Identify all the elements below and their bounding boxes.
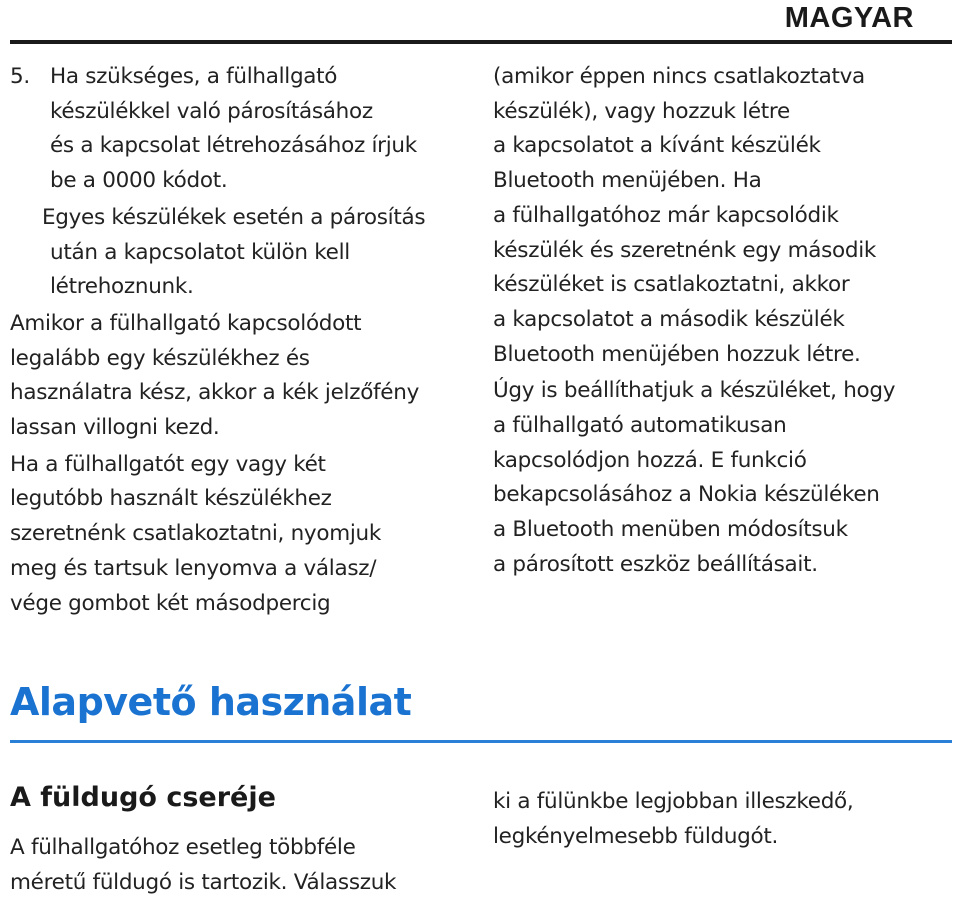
paragraph-line: Bluetooth menüjében. Ha — [493, 168, 762, 194]
right-column — [493, 60, 953, 583]
paragraph-line: szeretnénk csatlakoztatni, nyomjuk — [10, 521, 382, 547]
paragraph-line: készüléket is csatlakoztatni, akkor — [493, 272, 850, 298]
step-line: és a kapcsolat létrehozásához írjuk — [50, 133, 417, 159]
paragraph-line: A fülhallgatóhoz esetleg többféle — [10, 835, 356, 860]
paragraph-reconnect — [10, 448, 480, 622]
paragraph-line: kapcsolódjon hozzá. E funkció — [493, 447, 807, 473]
note-line: Egyes készülékek esetén a párosítás — [42, 204, 426, 230]
paragraph-line: legkényelmesebb füldugót. — [493, 823, 779, 849]
paragraph-line: vége gombot két másodpercig — [10, 590, 331, 616]
paragraph-auto-connect — [493, 374, 953, 582]
step-note — [10, 201, 480, 305]
step-5 — [10, 60, 480, 199]
paragraph-line: legutóbb használt készülékhez — [10, 486, 332, 512]
paragraph-line: Bluetooth menüjében hozzuk létre. — [493, 341, 861, 367]
paragraph-line: Ha a fülhallgatót egy vagy két — [10, 451, 326, 477]
paragraph-line: ki a fülünkbe legjobban illeszkedő, — [493, 789, 854, 814]
paragraph-line: a párosított eszköz beállításait. — [493, 551, 818, 577]
note-line: létrehoznunk. — [50, 274, 194, 300]
step-text — [50, 60, 480, 199]
paragraph-line: Amikor a fülhallgató kapcsolódott — [10, 310, 362, 336]
paragraph-line: legalább egy készülékhez és — [10, 345, 310, 371]
header-divider — [10, 40, 952, 44]
paragraph-line: bekapcsolásához a Nokia készüléken — [493, 482, 880, 508]
subsection-heading: A füldugó cseréje — [10, 782, 276, 813]
step-line: be a 0000 kódot. — [50, 168, 228, 194]
paragraph-line: méretű füldugó is tartozik. Válasszuk — [10, 869, 397, 895]
step-number: 5. — [10, 64, 30, 89]
subsection-text-right — [493, 785, 953, 854]
paragraph-bluetooth-menu — [493, 60, 953, 372]
paragraph-line: a fülhallgatóhoz már kapcsolódik — [493, 202, 839, 228]
paragraph-line: (amikor éppen nincs csatlakoztatva — [493, 64, 865, 89]
section-divider — [10, 740, 952, 743]
step-line: készülékkel való párosításához — [50, 98, 373, 124]
paragraph-line: Úgy is beállíthatjuk a készüléket, hogy — [493, 378, 896, 404]
left-column — [10, 60, 480, 621]
paragraph-blue-light — [10, 307, 480, 446]
paragraph-line: a kapcsolatot a második készülék — [493, 306, 845, 332]
paragraph-line: a kapcsolatot a kívánt készülék — [493, 133, 821, 159]
paragraph-line: készülék), vagy hozzuk létre — [493, 98, 790, 124]
step-line: Ha szükséges, a fülhallgató — [50, 64, 338, 89]
paragraph-line: használatra kész, akkor a kék jelzőfény — [10, 380, 419, 406]
paragraph-line: a fülhallgató automatikusan — [493, 413, 787, 439]
language-label: MAGYAR — [784, 2, 914, 34]
paragraph-line: meg és tartsuk lenyomva a válasz/ — [10, 555, 377, 581]
paragraph-line: a Bluetooth menüben módosítsuk — [493, 517, 848, 543]
note-line: után a kapcsolatot külön kell — [50, 239, 350, 265]
paragraph-line: lassan villogni kezd. — [10, 415, 220, 441]
paragraph-line: készülék és szeretnénk egy második — [493, 237, 877, 263]
section-title: Alapvető használat — [10, 680, 412, 724]
subsection-text-left — [10, 831, 480, 900]
